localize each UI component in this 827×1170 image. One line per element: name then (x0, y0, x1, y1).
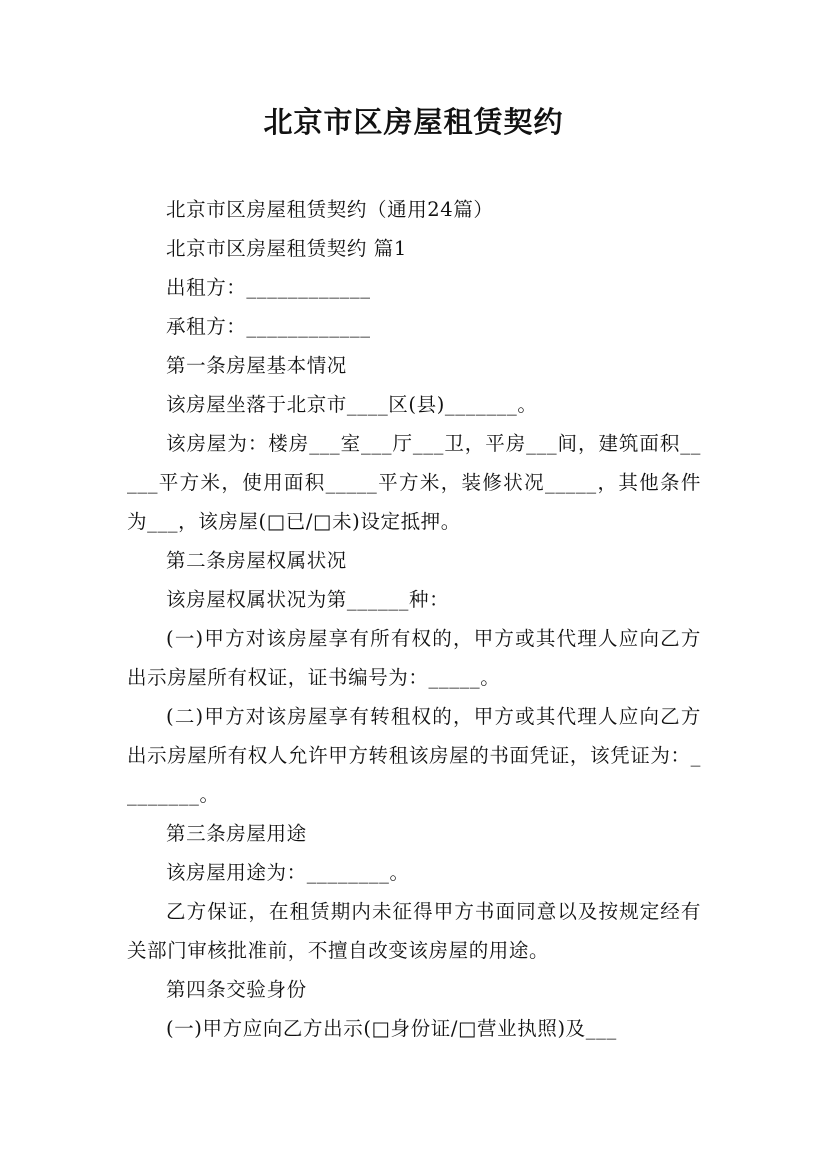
article-2-heading: 第二条房屋权属状况 (166, 549, 347, 572)
house-usage-paragraph: 该房屋用途为：________。 (166, 861, 410, 884)
usage-guarantee-paragraph: 乙方保证，在租赁期内未征得甲方书面同意以及按规定经有关部门审核批准前，不擅自改变该房屋的用途。 (127, 900, 701, 962)
house-details-paragraph: 该房屋为：楼房___室___厅___卫，平房___间，建筑面积_____平方米，使用面积_____平方米，装修状况_____，其他条件为___，该房屋(□已/□未)设定抵押。 (127, 432, 701, 533)
article-1-heading: 第一条房屋基本情况 (166, 354, 347, 377)
document-title: 北京市区房屋租赁契约 (263, 105, 564, 139)
ownership-clause-1: (一)甲方对该房屋享有所有权的，甲方或其代理人应向乙方出示房屋所有权证，证书编号为：_____。 (127, 627, 701, 689)
document-body (127, 190, 701, 1048)
subtitle-paragraph: 北京市区房屋租赁契约（通用24篇） (166, 198, 494, 221)
ownership-clause-2: (二)甲方对该房屋享有转租权的，甲方或其代理人应向乙方出示房屋所有权人允许甲方转租该房屋的书面凭证，该凭证为：________。 (127, 705, 701, 806)
lessee-field: 承租方：____________ (166, 315, 371, 338)
article-3-heading: 第三条房屋用途 (166, 822, 307, 845)
article-4-heading: 第四条交验身份 (166, 978, 307, 1001)
lessor-field: 出租方：____________ (166, 276, 371, 299)
ownership-type-paragraph: 该房屋权属状况为第______种： (166, 588, 450, 611)
house-location-paragraph: 该房屋坐落于北京市____区(县)_______。 (166, 393, 538, 416)
section-heading-part-1: 北京市区房屋租赁契约 篇1 (166, 237, 407, 260)
identity-clause-1: (一)甲方应向乙方出示(□身份证/□营业执照)及___ (166, 1017, 617, 1040)
